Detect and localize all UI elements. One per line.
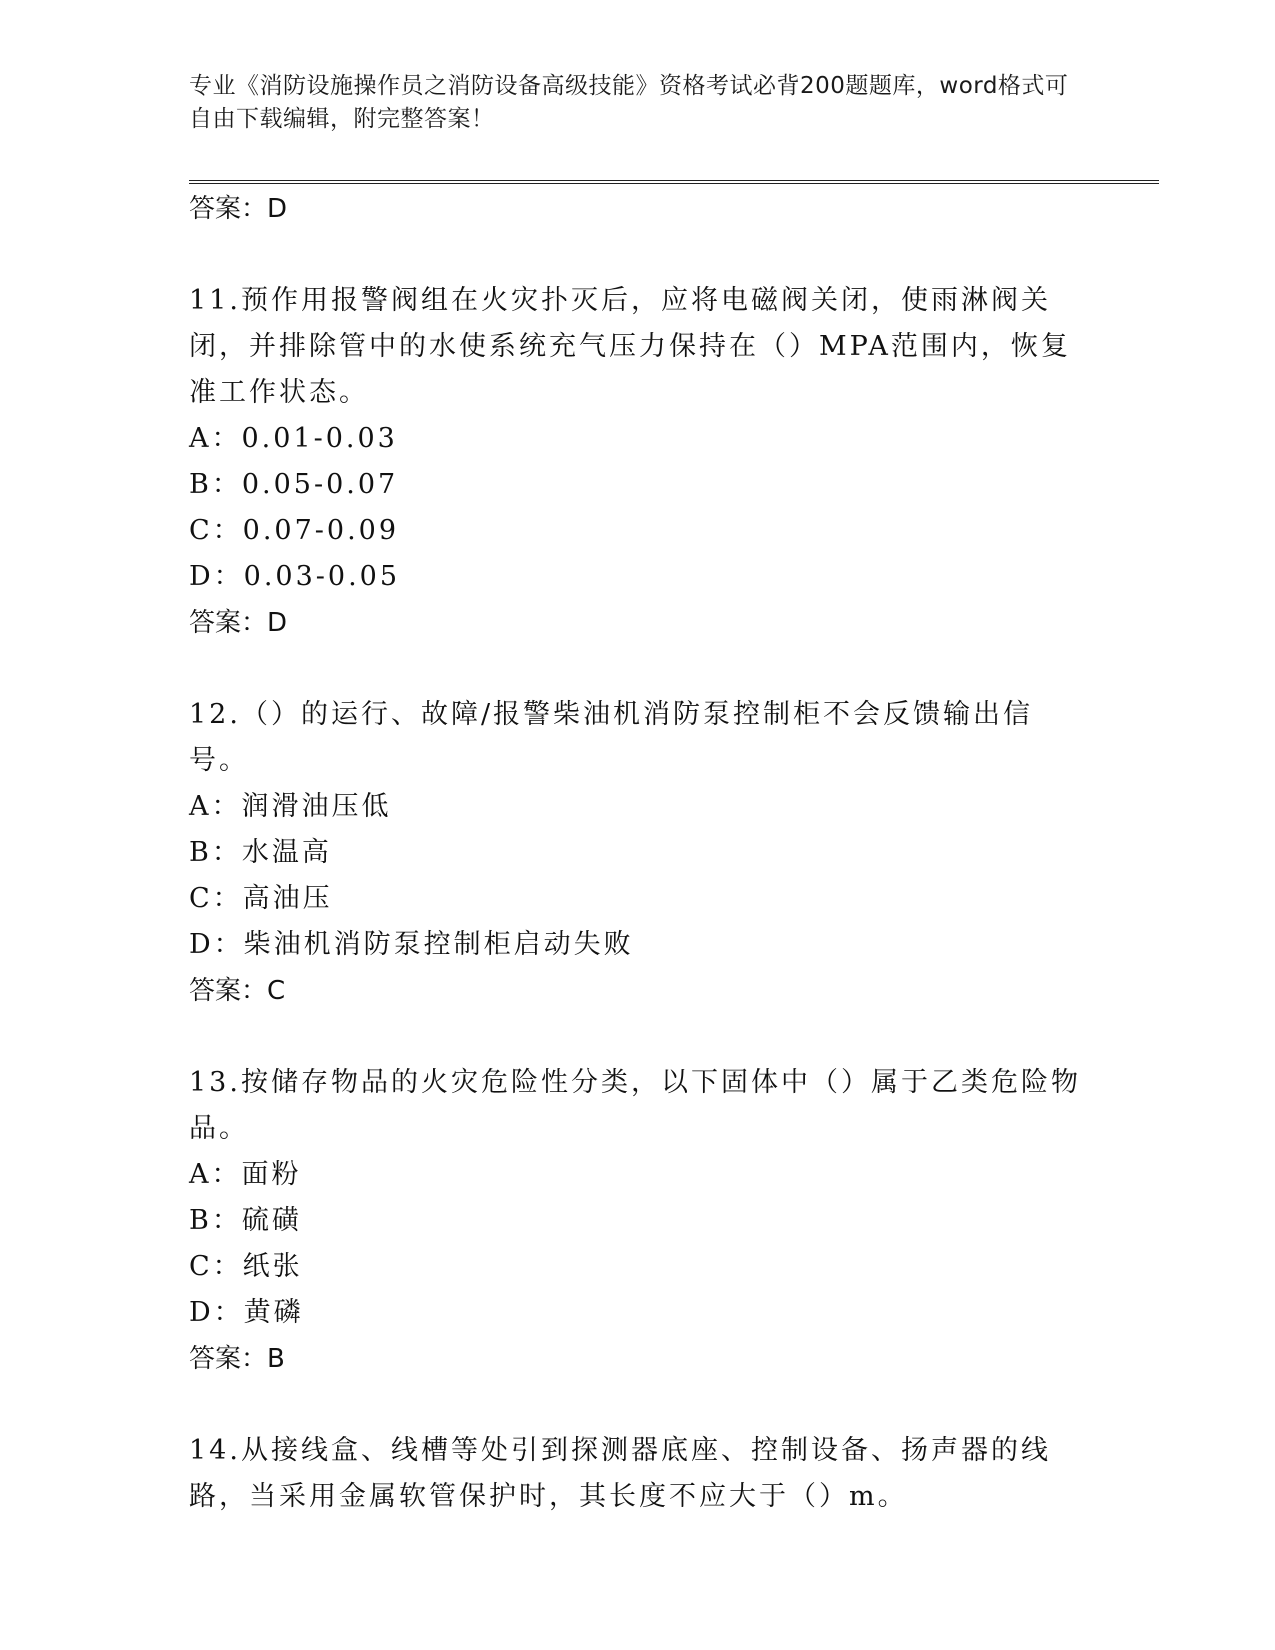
- option-a: A：0.01-0.03: [189, 423, 398, 454]
- option-d: D：黄磷: [189, 1297, 304, 1328]
- spacer: [189, 646, 1089, 692]
- answer-line: 答案：B: [189, 1344, 285, 1374]
- header-divider: [189, 180, 1159, 184]
- option-b: B：0.05-0.07: [189, 469, 399, 500]
- spacer: [189, 1014, 1089, 1060]
- question-14: [189, 1428, 1089, 1520]
- option-c: C：高油压: [189, 883, 333, 914]
- question-stem: 14.从接线盒、线槽等处引到探测器底座、控制设备、扬声器的线路，当采用金属软管保护时，其长度不应大于（）m。: [189, 1435, 1051, 1512]
- question-stem: 11.预作用报警阀组在火灾扑灭后，应将电磁阀关闭，使雨淋阀关闭，并排除管中的水使系统充气压力保持在（）MPA范围内，恢复准工作状态。: [189, 285, 1071, 408]
- spacer: [189, 1382, 1089, 1428]
- answer-line: 答案：D: [189, 608, 288, 638]
- answer-line: 答案：D: [189, 194, 288, 224]
- page-header: 专业《消防设施操作员之消防设备高级技能》资格考试必背200题题库，word格式可自由下载编辑，附完整答案！: [189, 73, 1069, 132]
- question-content: [189, 186, 1089, 1520]
- option-d: D：柴油机消防泵控制柜启动失败: [189, 929, 634, 960]
- option-d: D：0.03-0.05: [189, 561, 401, 592]
- question-13: [189, 1060, 1089, 1382]
- option-a: A：润滑油压低: [189, 791, 392, 822]
- option-c: C：纸张: [189, 1251, 303, 1282]
- option-c: C：0.07-0.09: [189, 515, 400, 546]
- option-b: B：硫磺: [189, 1205, 302, 1236]
- option-b: B：水温高: [189, 837, 332, 868]
- option-a: A：面粉: [189, 1159, 302, 1190]
- answer-line: 答案：C: [189, 976, 286, 1006]
- question-11: [189, 278, 1089, 646]
- spacer: [189, 232, 1089, 278]
- question-stem: 12.（）的运行、故障/报警柴油机消防泵控制柜不会反馈输出信号。: [189, 699, 1034, 776]
- question-stem: 13.按储存物品的火灾危险性分类，以下固体中（）属于乙类危险物品。: [189, 1067, 1081, 1144]
- question-12: [189, 692, 1089, 1014]
